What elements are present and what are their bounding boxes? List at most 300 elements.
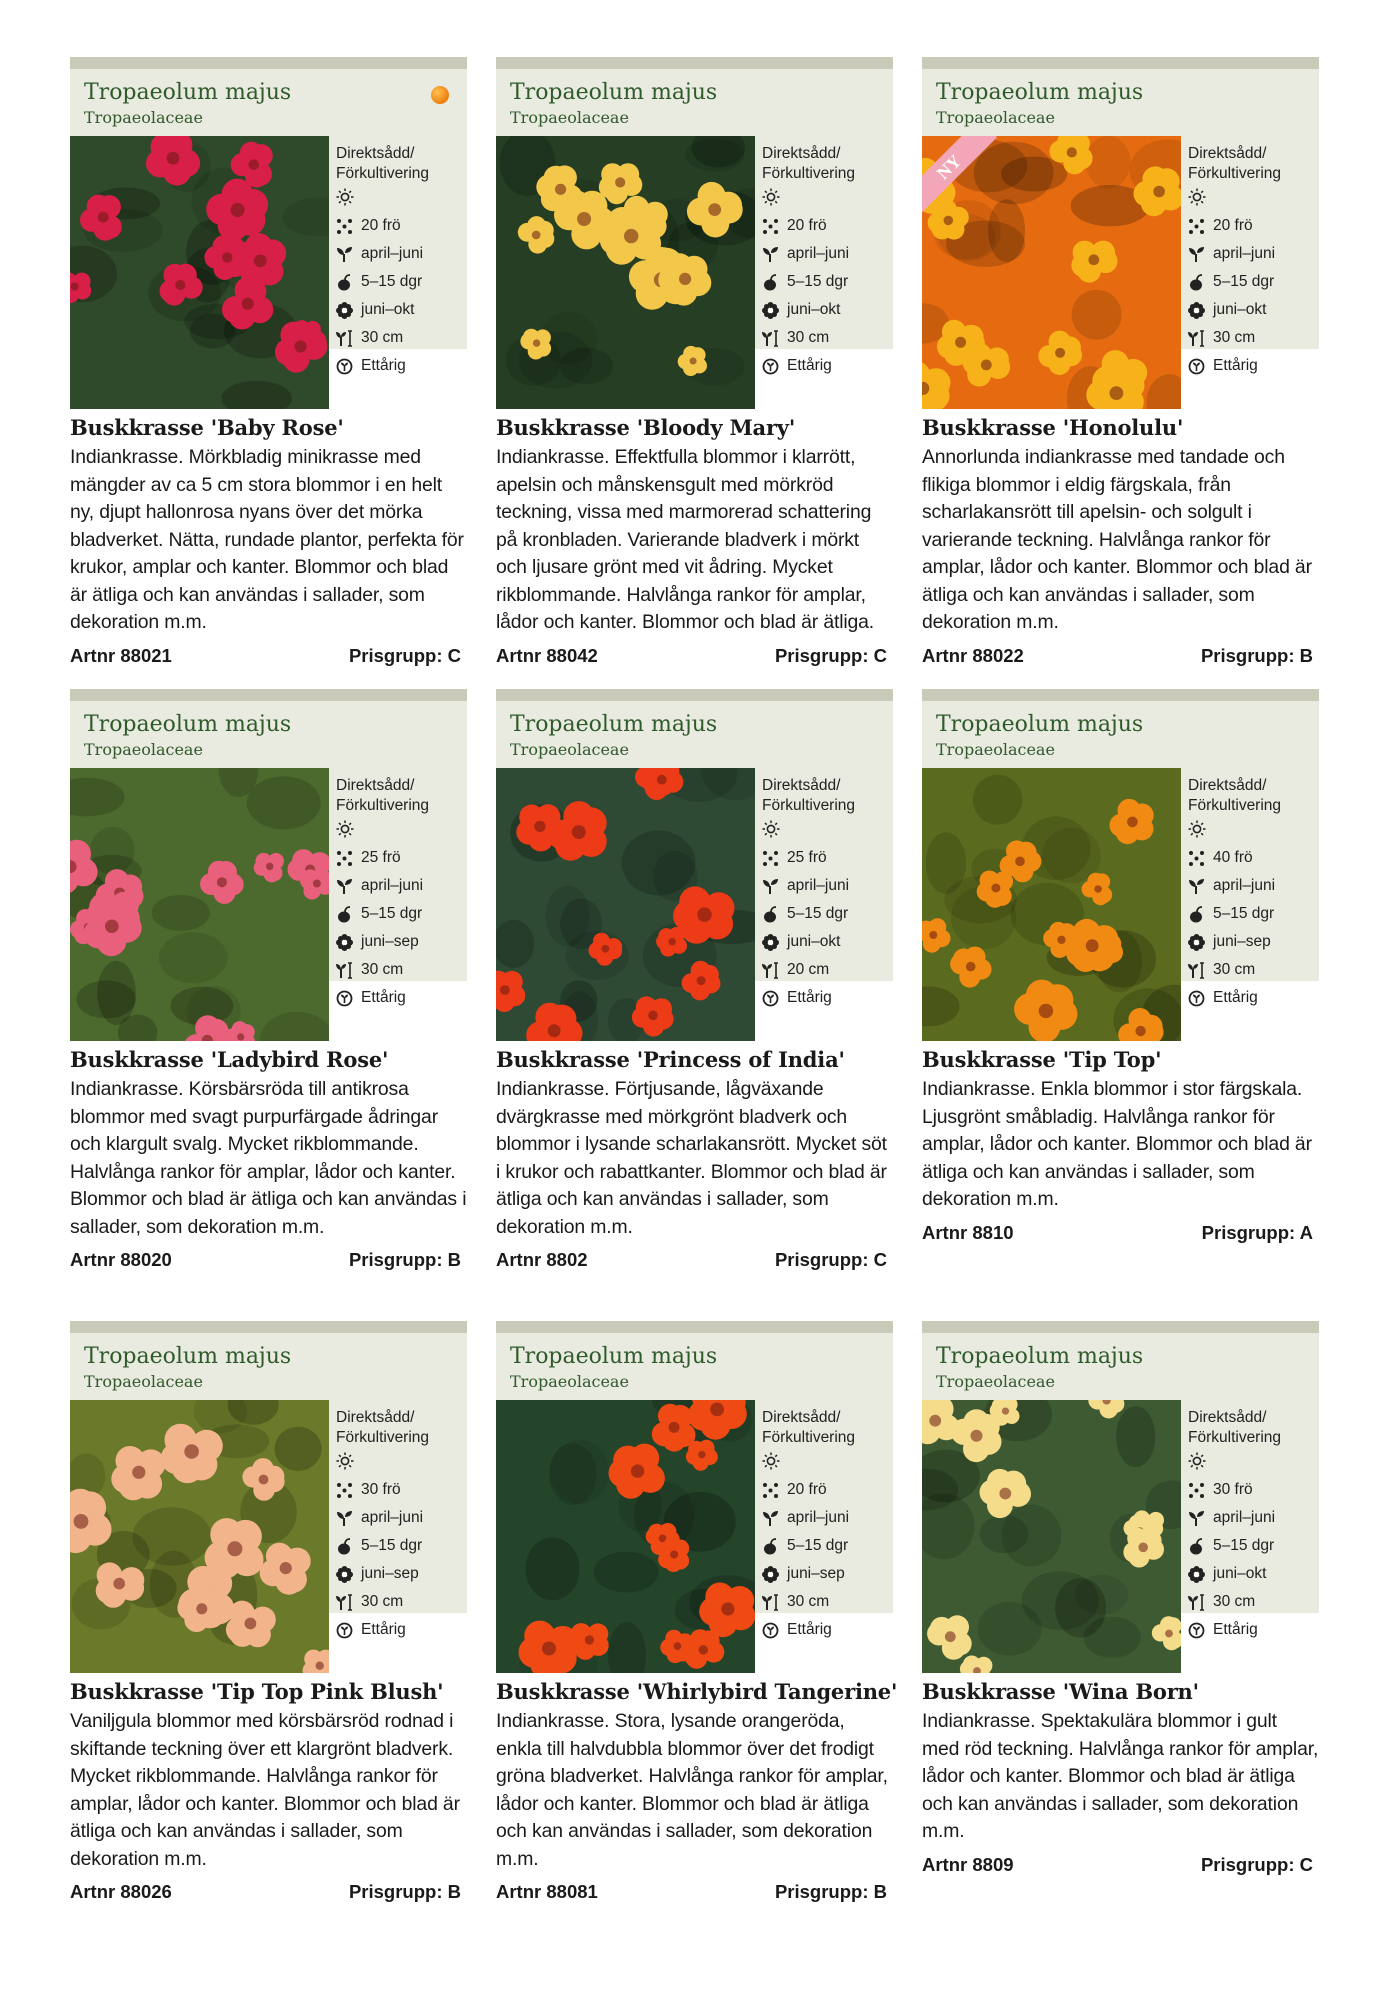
annual-cycle-icon xyxy=(336,1622,353,1639)
seeds-icon xyxy=(1188,1482,1205,1499)
sowing-period-value: april–juni xyxy=(361,1509,424,1526)
card-body xyxy=(496,415,893,667)
plant-height xyxy=(1188,1588,1281,1616)
product-name[interactable]: Buskkrasse 'Wina Born' xyxy=(922,1679,1199,1704)
sowing-period xyxy=(336,1504,429,1532)
article-number: Artnr 88026 xyxy=(70,1881,172,1902)
sowing-label: Direktsådd/ xyxy=(336,1409,415,1426)
germination-value: 5–15 dgr xyxy=(1213,273,1275,290)
price-group: Prisgrupp: C xyxy=(1200,1853,1313,1875)
growing-info xyxy=(1188,1408,1281,1644)
sowing-label-2: Förkultivering xyxy=(336,797,430,814)
seeds-icon xyxy=(336,1482,353,1499)
sowing-label: Direktsådd/ xyxy=(762,145,841,162)
germination-value: 5–15 dgr xyxy=(787,905,849,922)
product-description: Vaniljgula blommor med körsbärsröd rodnad i skiftande teckning över ett klargrönt bladverk. Mycket rikblommande. Halvlånga rankor för amplar, lådor och kanter. Blommor och blad är ätliga och kan användas i sallader, som dekoration m.m. xyxy=(70,1710,460,1870)
sowing-period xyxy=(762,1504,855,1532)
family-name: Tropaeolaceae xyxy=(936,108,1055,127)
product-photo xyxy=(496,768,755,1041)
seed-count-value: 20 frö xyxy=(361,217,401,234)
product-description: Indiankrasse. Stora, lysande orangeröda, enkla till halvdubbla blommor över det frodigt gröna bladverket. Halvlånga rankor för amplar, lådor och kanter. Blommor och blad är ätliga och kan användas i sallader, som dekoration m.m. xyxy=(496,1710,888,1870)
card-header xyxy=(70,1321,467,1638)
sowing-label-2: Förkultivering xyxy=(1188,797,1282,814)
product-card[interactable] xyxy=(70,1321,467,1941)
product-card[interactable] xyxy=(922,1321,1319,1941)
card-footer xyxy=(922,645,1319,667)
plant-height xyxy=(1188,324,1281,352)
card-body xyxy=(922,1679,1319,1876)
seed-germination-icon xyxy=(336,1538,353,1555)
product-photo xyxy=(70,768,329,1041)
seed-count xyxy=(762,1476,855,1504)
flower-icon xyxy=(762,302,779,319)
plant-height xyxy=(336,324,429,352)
annual-cycle-icon xyxy=(1188,990,1205,1007)
article-number: Artnr 88021 xyxy=(70,644,172,666)
product-card[interactable] xyxy=(70,689,467,1321)
sun-icon xyxy=(336,820,429,844)
article-number: Artnr 88020 xyxy=(70,1249,172,1270)
germination-value: 5–15 dgr xyxy=(787,1537,849,1554)
germination-value: 5–15 dgr xyxy=(361,905,423,922)
sprout-icon xyxy=(1188,1510,1205,1527)
price-group: Prisgrupp: B xyxy=(1200,644,1313,666)
sowing-method xyxy=(336,144,429,184)
product-description: Indiankrasse. Enkla blommor i stor färgskala. Ljusgrönt småbladig. Halvlånga rankor för amplar, lådor och kanter. Blommor och blad är ätliga och kan användas i sallader, som dekoration m.m. xyxy=(922,1078,1312,1210)
sun-icon xyxy=(1188,820,1281,844)
sowing-period xyxy=(336,240,429,268)
seed-count xyxy=(336,1476,429,1504)
lifecycle xyxy=(1188,1616,1281,1644)
germination-value: 5–15 dgr xyxy=(1213,1537,1275,1554)
seed-count-value: 30 frö xyxy=(361,1481,401,1498)
lifecycle xyxy=(762,984,855,1012)
flowering-period xyxy=(336,928,429,956)
height-icon xyxy=(762,330,779,347)
seed-germination-icon xyxy=(762,274,779,291)
product-description: Indiankrasse. Spektakulära blommor i gult med röd teckning. Halvlånga rankor för amplar, lådor och kanter. Blommor och blad är ätliga och kan användas i sallader, som dekoration m.m. xyxy=(922,1710,1319,1842)
plant-height xyxy=(336,956,429,984)
flowering-period xyxy=(762,1560,855,1588)
sprout-icon xyxy=(336,878,353,895)
product-card[interactable] xyxy=(70,57,467,689)
card-header xyxy=(496,689,893,1006)
card-body xyxy=(496,1679,898,1903)
seed-count xyxy=(1188,212,1281,240)
sowing-label: Direktsådd/ xyxy=(762,777,841,794)
annual-cycle-icon xyxy=(1188,358,1205,375)
height-icon xyxy=(1188,1594,1205,1611)
annual-cycle-icon xyxy=(762,1622,779,1639)
sowing-method xyxy=(1188,144,1281,184)
seeds-icon xyxy=(1188,850,1205,867)
sprout-icon xyxy=(762,246,779,263)
flower-icon xyxy=(1188,1566,1205,1583)
seeds-icon xyxy=(1188,218,1205,235)
lifecycle xyxy=(1188,352,1281,380)
product-card[interactable] xyxy=(922,57,1319,689)
sowing-method xyxy=(762,144,855,184)
plant-height-value: 30 cm xyxy=(361,329,404,346)
flower-icon xyxy=(336,302,353,319)
sowing-method xyxy=(1188,776,1281,816)
lifecycle-value: Ettårig xyxy=(361,357,406,374)
card-footer xyxy=(496,1249,893,1271)
card-footer xyxy=(922,1222,1319,1244)
flowering-value: juni–sep xyxy=(361,1565,419,1582)
flower-icon xyxy=(762,1566,779,1583)
plant-height-value: 30 cm xyxy=(361,961,404,978)
seeds-icon xyxy=(762,1482,779,1499)
product-name[interactable]: Buskkrasse 'Tip Top' xyxy=(922,1047,1162,1072)
latin-name: Tropaeolum majus xyxy=(936,712,1144,737)
sowing-period xyxy=(762,872,855,900)
product-photo xyxy=(922,136,1181,409)
seed-germination-icon xyxy=(1188,1538,1205,1555)
growing-info xyxy=(336,1408,429,1644)
card-footer xyxy=(70,1249,467,1271)
sowing-method xyxy=(336,776,429,816)
sowing-period xyxy=(1188,240,1281,268)
card-body xyxy=(922,415,1319,667)
sprout-icon xyxy=(1188,246,1205,263)
sprout-icon xyxy=(1188,878,1205,895)
sowing-period xyxy=(1188,872,1281,900)
sowing-label-2: Förkultivering xyxy=(336,1429,430,1446)
latin-name: Tropaeolum majus xyxy=(510,712,718,737)
sun-icon xyxy=(762,188,855,212)
product-photo xyxy=(70,136,329,409)
card-header xyxy=(922,1321,1319,1638)
flower-icon xyxy=(762,934,779,951)
seed-count-value: 20 frö xyxy=(787,217,827,234)
latin-name: Tropaeolum majus xyxy=(84,1344,292,1369)
product-grid xyxy=(70,57,1319,1941)
price-group: Prisgrupp: C xyxy=(774,1249,887,1270)
flower-icon xyxy=(336,1566,353,1583)
latin-name: Tropaeolum majus xyxy=(84,712,292,737)
seed-count xyxy=(336,212,429,240)
plant-height xyxy=(762,324,855,352)
germination-time xyxy=(336,900,429,928)
sowing-period-value: april–juni xyxy=(787,245,850,262)
sowing-period-value: april–juni xyxy=(1213,245,1276,262)
price-group: Prisgrupp: B xyxy=(348,1881,461,1902)
family-name: Tropaeolaceae xyxy=(510,740,629,759)
latin-name: Tropaeolum majus xyxy=(510,1344,718,1369)
seed-count-value: 30 frö xyxy=(1213,1481,1253,1498)
plant-height xyxy=(762,956,855,984)
seed-count-value: 25 frö xyxy=(787,849,827,866)
flowering-period xyxy=(1188,928,1281,956)
product-name[interactable]: Buskkrasse 'Ladybird Rose' xyxy=(70,1047,389,1072)
lifecycle-value: Ettårig xyxy=(361,989,406,1006)
sowing-label: Direktsådd/ xyxy=(336,777,415,794)
sowing-period-value: april–juni xyxy=(361,245,424,262)
seed-germination-icon xyxy=(336,274,353,291)
product-description: Indiankrasse. Mörkbladig minikrasse med mängder av ca 5 cm stora blommor i en helt ny, djupt hallonrosa nyans över det mörka bladverket. Nätta, rundade plantor, perfekta för krukor, amplar och kanter. Blommor och blad är ätliga och kan användas i sallader, som dekoration m.m. xyxy=(70,446,464,633)
seed-germination-icon xyxy=(1188,906,1205,923)
product-name[interactable]: Buskkrasse 'Princess of India' xyxy=(496,1047,845,1072)
price-group: Prisgrupp: B xyxy=(774,1881,887,1902)
product-name[interactable]: Buskkrasse 'Baby Rose' xyxy=(70,415,344,440)
card-footer xyxy=(496,1881,893,1903)
sowing-method xyxy=(762,776,855,816)
price-group: Prisgrupp: A xyxy=(1201,1221,1313,1243)
sowing-label-2: Förkultivering xyxy=(1188,1429,1282,1446)
seed-germination-icon xyxy=(762,1538,779,1555)
plant-height xyxy=(762,1588,855,1616)
height-icon xyxy=(762,962,779,979)
sowing-label: Direktsådd/ xyxy=(762,1409,841,1426)
sowing-period xyxy=(762,240,855,268)
card-header xyxy=(70,689,467,1006)
article-number: Artnr 8810 xyxy=(922,1221,1014,1243)
sowing-label-2: Förkultivering xyxy=(336,165,430,182)
germination-time xyxy=(336,268,429,296)
lifecycle xyxy=(336,352,429,380)
flowering-value: juni–sep xyxy=(361,933,419,950)
sprout-icon xyxy=(762,1510,779,1527)
sprout-icon xyxy=(336,246,353,263)
card-header xyxy=(496,57,893,374)
card-footer xyxy=(496,645,893,667)
card-header xyxy=(496,1321,893,1638)
sowing-period-value: april–juni xyxy=(361,877,424,894)
sowing-label: Direktsådd/ xyxy=(1188,145,1267,162)
growing-info xyxy=(762,776,855,1012)
latin-name: Tropaeolum majus xyxy=(84,80,292,105)
article-number: Artnr 8809 xyxy=(922,1853,1014,1875)
seed-germination-icon xyxy=(762,906,779,923)
article-number: Artnr 88081 xyxy=(496,1881,598,1902)
product-photo xyxy=(70,1400,329,1673)
germination-value: 5–15 dgr xyxy=(361,273,423,290)
new-variety-marker-icon xyxy=(431,86,449,104)
product-photo xyxy=(496,1400,755,1673)
seeds-icon xyxy=(762,850,779,867)
lifecycle-value: Ettårig xyxy=(1213,989,1258,1006)
lifecycle xyxy=(336,1616,429,1644)
family-name: Tropaeolaceae xyxy=(936,1372,1055,1391)
product-name[interactable]: Buskkrasse 'Honolulu' xyxy=(922,415,1184,440)
sun-icon xyxy=(762,820,855,844)
growing-info xyxy=(762,1408,855,1644)
flowering-period xyxy=(762,928,855,956)
product-name[interactable]: Buskkrasse 'Tip Top Pink Blush' xyxy=(70,1679,444,1704)
sowing-method xyxy=(1188,1408,1281,1448)
annual-cycle-icon xyxy=(762,990,779,1007)
family-name: Tropaeolaceae xyxy=(510,1372,629,1391)
plant-height xyxy=(1188,956,1281,984)
flowering-period xyxy=(1188,296,1281,324)
family-name: Tropaeolaceae xyxy=(84,108,203,127)
growing-info xyxy=(762,144,855,380)
plant-height-value: 30 cm xyxy=(787,1593,830,1610)
product-description: Indiankrasse. Förtjusande, lågväxande dvärgkrasse med mörkgrönt bladverk och blommor i lysande scharlakansrött. Mycket söt i krukor och rabattkanter. Blommor och blad är ätliga och kan användas i sallader, som dekoration m.m. xyxy=(496,1078,887,1238)
flowering-value: juni–okt xyxy=(1213,1565,1267,1582)
lifecycle xyxy=(762,1616,855,1644)
sowing-period-value: april–juni xyxy=(1213,877,1276,894)
sowing-label: Direktsådd/ xyxy=(1188,777,1267,794)
germination-time xyxy=(762,900,855,928)
seed-germination-icon xyxy=(1188,274,1205,291)
seeds-icon xyxy=(336,850,353,867)
card-header xyxy=(922,689,1319,1006)
plant-height-value: 20 cm xyxy=(787,961,830,978)
price-group: Prisgrupp: C xyxy=(348,644,461,666)
lifecycle-value: Ettårig xyxy=(787,357,832,374)
card-header xyxy=(922,57,1319,374)
lifecycle xyxy=(762,352,855,380)
sowing-method xyxy=(762,1408,855,1448)
plant-height-value: 30 cm xyxy=(1213,961,1256,978)
seed-count xyxy=(336,844,429,872)
sowing-period xyxy=(1188,1504,1281,1532)
card-footer xyxy=(922,1854,1319,1876)
flowering-period xyxy=(336,1560,429,1588)
flower-icon xyxy=(336,934,353,951)
flowering-value: juni–okt xyxy=(787,933,841,950)
article-number: Artnr 8802 xyxy=(496,1249,588,1270)
plant-height xyxy=(336,1588,429,1616)
germination-time xyxy=(1188,900,1281,928)
family-name: Tropaeolaceae xyxy=(510,108,629,127)
lifecycle-value: Ettårig xyxy=(1213,357,1258,374)
germination-value: 5–15 dgr xyxy=(361,1537,423,1554)
seeds-icon xyxy=(336,218,353,235)
latin-name: Tropaeolum majus xyxy=(510,80,718,105)
lifecycle xyxy=(1188,984,1281,1012)
growing-info xyxy=(336,144,429,380)
product-description: Annorlunda indiankrasse med tandade och flikiga blommor i eldig färgskala, från scharlakansrött till apelsin- och solgult i varierande teckning. Halvlånga rankor för amplar, lådor och kanter. Blommor och blad är ätliga och kan användas i sallader, som dekoration m.m. xyxy=(922,446,1312,633)
article-number: Artnr 88042 xyxy=(496,644,598,666)
card-footer xyxy=(70,645,467,667)
flowering-value: juni–sep xyxy=(1213,933,1271,950)
sun-icon xyxy=(336,1452,429,1476)
product-card[interactable] xyxy=(496,689,893,1321)
product-name[interactable]: Buskkrasse 'Bloody Mary' xyxy=(496,415,796,440)
annual-cycle-icon xyxy=(336,990,353,1007)
product-name[interactable]: Buskkrasse 'Whirlybird Tangerine' xyxy=(496,1679,898,1704)
growing-info xyxy=(336,776,429,1012)
product-card[interactable] xyxy=(922,689,1319,1321)
flowering-period xyxy=(1188,1560,1281,1588)
sowing-label: Direktsådd/ xyxy=(336,145,415,162)
lifecycle-value: Ettårig xyxy=(1213,1621,1258,1638)
growing-info xyxy=(1188,776,1281,1012)
height-icon xyxy=(336,962,353,979)
lifecycle-value: Ettårig xyxy=(787,989,832,1006)
product-card[interactable] xyxy=(496,57,893,689)
germination-value: 5–15 dgr xyxy=(1213,905,1275,922)
family-name: Tropaeolaceae xyxy=(84,1372,203,1391)
plant-height-value: 30 cm xyxy=(787,329,830,346)
sun-icon xyxy=(762,1452,855,1476)
sowing-label-2: Förkultivering xyxy=(762,165,856,182)
germination-time xyxy=(336,1532,429,1560)
card-header xyxy=(70,57,467,374)
seed-germination-icon xyxy=(336,906,353,923)
seed-count-value: 20 frö xyxy=(1213,217,1253,234)
sowing-label-2: Förkultivering xyxy=(1188,165,1282,182)
germination-time xyxy=(762,268,855,296)
price-group: Prisgrupp: C xyxy=(774,644,887,666)
plant-height-value: 30 cm xyxy=(361,1593,404,1610)
sowing-period-value: april–juni xyxy=(787,877,850,894)
product-description: Indiankrasse. Körsbärsröda till antikrosa blommor med svagt purpurfärgade ådringar och klargult svalg. Mycket rikblommande. Halvlånga rankor för amplar, lådor och kanter. Blommor och blad är ätliga och kan användas i sallader, som dekoration m.m. xyxy=(70,1078,467,1238)
germination-time xyxy=(1188,268,1281,296)
sun-icon xyxy=(1188,1452,1281,1476)
sun-icon xyxy=(336,188,429,212)
product-card[interactable] xyxy=(496,1321,898,1941)
latin-name: Tropaeolum majus xyxy=(936,80,1144,105)
height-icon xyxy=(1188,962,1205,979)
annual-cycle-icon xyxy=(1188,1622,1205,1639)
height-icon xyxy=(1188,330,1205,347)
seed-count-value: 25 frö xyxy=(361,849,401,866)
flowering-period xyxy=(336,296,429,324)
sowing-method xyxy=(336,1408,429,1448)
flowering-value: juni–okt xyxy=(1213,301,1267,318)
seed-count xyxy=(1188,1476,1281,1504)
lifecycle-value: Ettårig xyxy=(361,1621,406,1638)
height-icon xyxy=(762,1594,779,1611)
card-body xyxy=(70,1047,467,1271)
height-icon xyxy=(336,1594,353,1611)
growing-info xyxy=(1188,144,1281,380)
annual-cycle-icon xyxy=(762,358,779,375)
flower-icon xyxy=(1188,934,1205,951)
product-photo xyxy=(922,1400,1181,1673)
sowing-period-value: april–juni xyxy=(787,1509,850,1526)
sowing-label-2: Förkultivering xyxy=(762,1429,856,1446)
flowering-period xyxy=(762,296,855,324)
flowering-value: juni–okt xyxy=(361,301,415,318)
sun-icon xyxy=(1188,188,1281,212)
germination-time xyxy=(762,1532,855,1560)
card-body xyxy=(496,1047,893,1271)
product-description: Indiankrasse. Effektfulla blommor i klarrött, apelsin och månskensgult med mörkröd teckning, vissa med marmorerad schattering på kronbladen. Varierande bladverk i mörkt och ljusare grönt med vit ådring. Mycket rikblommande. Halvlånga rankor för amplar, lådor och kanter. Blommor och blad är ätliga. xyxy=(496,446,875,633)
seed-count-value: 40 frö xyxy=(1213,849,1253,866)
flowering-value: juni–sep xyxy=(787,1565,845,1582)
flowering-value: juni–okt xyxy=(787,301,841,318)
family-name: Tropaeolaceae xyxy=(84,740,203,759)
plant-height-value: 30 cm xyxy=(1213,1593,1256,1610)
article-number: Artnr 88022 xyxy=(922,644,1024,666)
product-photo xyxy=(922,768,1181,1041)
card-body xyxy=(70,415,467,667)
lifecycle xyxy=(336,984,429,1012)
sowing-period xyxy=(336,872,429,900)
seed-count xyxy=(762,844,855,872)
price-group: Prisgrupp: B xyxy=(348,1249,461,1270)
flower-icon xyxy=(1188,302,1205,319)
sprout-icon xyxy=(762,878,779,895)
sowing-label-2: Förkultivering xyxy=(762,797,856,814)
sprout-icon xyxy=(336,1510,353,1527)
height-icon xyxy=(336,330,353,347)
sowing-period-value: april–juni xyxy=(1213,1509,1276,1526)
family-name: Tropaeolaceae xyxy=(936,740,1055,759)
card-body xyxy=(70,1679,467,1903)
lifecycle-value: Ettårig xyxy=(787,1621,832,1638)
seed-count xyxy=(762,212,855,240)
germination-time xyxy=(1188,1532,1281,1560)
new-ribbon: NY xyxy=(922,136,997,215)
seed-count xyxy=(1188,844,1281,872)
plant-height-value: 30 cm xyxy=(1213,329,1256,346)
